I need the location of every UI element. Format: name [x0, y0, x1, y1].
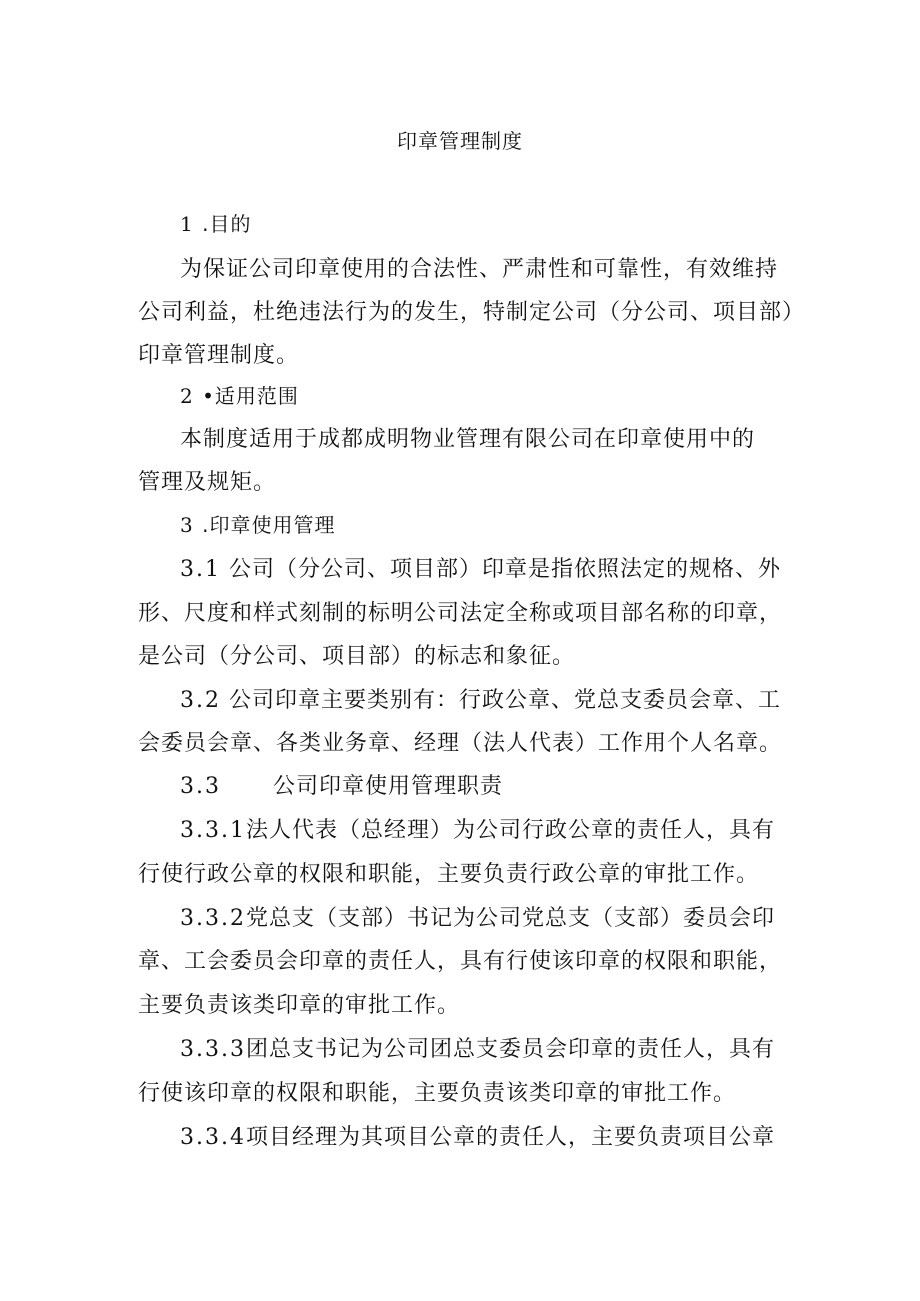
section-number: 1	[180, 212, 195, 236]
paragraph-line: 是公司（分公司、项目部）的标志和象征。	[138, 644, 576, 669]
clause-3-3-3-line	[180, 1035, 775, 1065]
section-number: 3	[180, 513, 195, 537]
clause-text: 团总支书记为公司团总支委员会印章的责任人，具有	[245, 1037, 775, 1062]
paragraph-line: 本制度适用于成都成明物业管理有限公司在印章使用中的	[180, 427, 756, 452]
section-3-heading	[180, 510, 335, 540]
clause-text: 法人代表（总经理）为公司行政公章的责任人，具有	[245, 818, 775, 843]
clause-number: 3.2	[180, 688, 221, 713]
clause-3-2-line	[180, 686, 781, 716]
clause-number: 3.3.3	[180, 1037, 246, 1062]
clause-3-3-line	[180, 772, 503, 802]
paragraph-line: 形、尺度和样式刻制的标明公司法定全称或项目部名称的印章，	[138, 601, 783, 626]
clause-3-3-2-line	[180, 904, 775, 934]
paragraph-line: 行使行政公章的权限和职能，主要负责行政公章的审批工作。	[138, 862, 760, 887]
clause-text: 公司印章主要类别有：行政公章、党总支委员会章、工	[229, 688, 782, 713]
clause-heading: 公司印章使用管理职责	[273, 774, 504, 799]
section-title: 印章使用管理	[209, 513, 336, 537]
clause-number: 3.3	[180, 774, 221, 799]
paragraph-line: 章、工会委员会印章的责任人，具有行使该印章的权限和职能，	[138, 949, 783, 974]
clause-text: 公司（分公司、项目部）印章是指依照法定的规格、外	[229, 557, 782, 582]
paragraph-line: 会委员会章、各类业务章、经理（法人代表）工作用个人名章。	[138, 731, 783, 756]
paragraph-line: 管理及规矩。	[138, 470, 277, 495]
clause-3-3-1-line	[180, 816, 775, 846]
clause-3-3-4-line	[180, 1123, 775, 1153]
section-separator: •	[194, 384, 215, 408]
section-2-heading	[180, 381, 299, 411]
section-1-heading	[180, 209, 251, 239]
section-number: 2	[180, 384, 195, 408]
paragraph-line: 行使该印章的权限和职能，主要负责该类印章的审批工作。	[138, 1081, 737, 1106]
clause-number: 3.3.4	[180, 1125, 246, 1150]
paragraph-line: 印章管理制度。	[138, 343, 300, 368]
section-title: 目的	[209, 212, 252, 236]
clause-text: 项目经理为其项目公章的责任人，主要负责项目公章	[245, 1125, 775, 1150]
clause-3-1-line	[180, 555, 781, 585]
clause-number: 3.3.2	[180, 906, 246, 931]
paragraph-line: 公司利益，杜绝违法行为的发生，特制定公司（分公司、项目部）	[138, 300, 806, 325]
section-separator: .	[194, 513, 210, 537]
clause-text: 党总支（支部）书记为公司党总支（支部）委员会印	[245, 906, 775, 931]
section-title: 适用范围	[214, 384, 299, 408]
paragraph-line: 主要负责该类印章的审批工作。	[138, 993, 461, 1018]
clause-number: 3.1	[180, 557, 221, 582]
section-separator: .	[194, 212, 210, 236]
document-title: 印章管理制度	[397, 129, 523, 153]
paragraph-line: 为保证公司印章使用的合法性、严肃性和可靠性，有效维持	[180, 257, 779, 282]
clause-number: 3.3.1	[180, 818, 246, 843]
